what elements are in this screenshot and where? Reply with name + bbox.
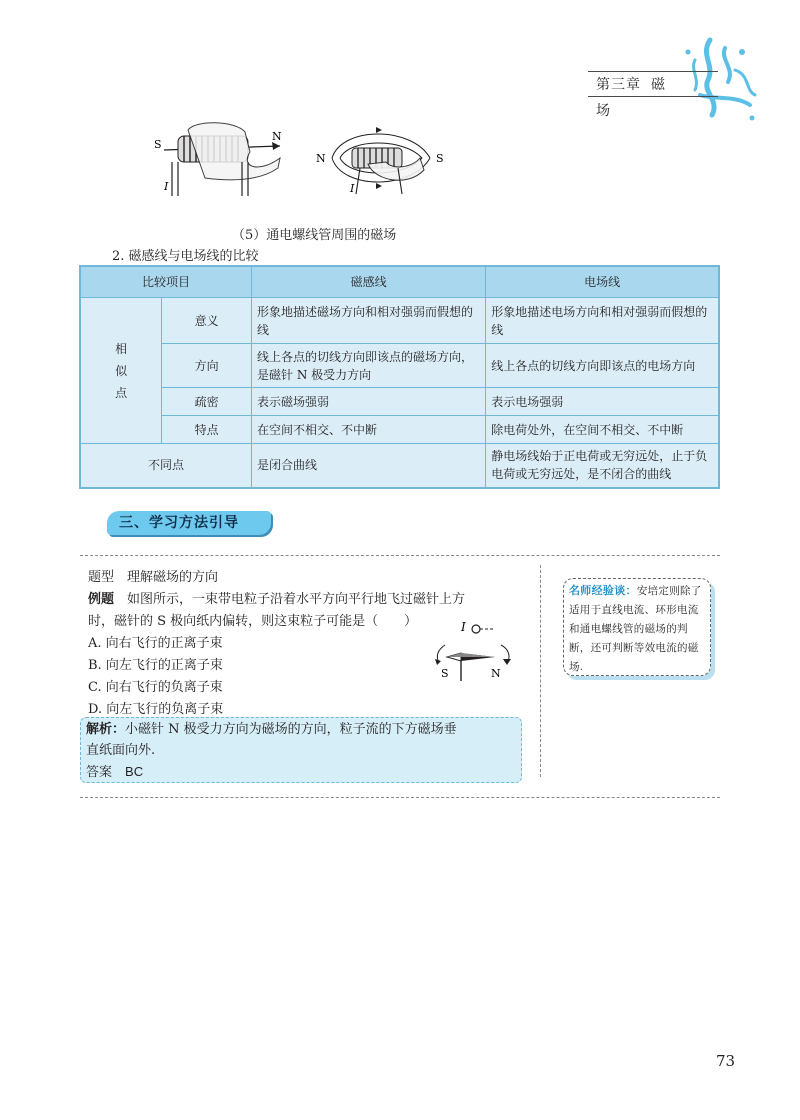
option-d: D. 向左飞行的负离子束 (88, 702, 224, 717)
table-row (80, 416, 719, 444)
row-electric: 除电荷处外，在空间不相交、不中断 (486, 416, 719, 444)
bottom-divider (80, 797, 720, 798)
column-divider (540, 565, 541, 777)
diagram-s-label: S (441, 667, 449, 680)
tip-text: 安培定则除了适用于直线电流、环形电流和通电螺线管的磁场的判断，还可判断等效电流的磁场. (569, 585, 702, 673)
analysis-text1: 小磁针 N 极受力方向为磁场的方向，粒子流的下方磁场垂 (125, 722, 457, 737)
answer-label: 答案 (86, 765, 113, 780)
option-a: A. 向右飞行的正离子束 (88, 636, 223, 651)
answer-value: BC (125, 764, 144, 779)
row-magnetic: 在空间不相交、不中断 (252, 416, 486, 444)
table-row (80, 298, 719, 344)
different-electric: 静电场线始于正电荷或无穷远处，止于负电荷或无穷远处，是不闭合的曲线 (486, 444, 719, 488)
example-line1 (88, 589, 465, 611)
chapter-header (588, 71, 718, 119)
analysis-line2: 直纸面向外. (86, 743, 156, 758)
header-item: 比较项目 (80, 266, 252, 298)
row-magnetic: 表示磁场强弱 (252, 388, 486, 416)
example-question-line2: 时，磁针的 S 极向纸内偏转，则这束粒子可能是（ ） (88, 614, 418, 629)
row-item: 特点 (162, 416, 252, 444)
solenoid-hand-figure (150, 118, 290, 198)
section3-title: 三、学习方法引导 (119, 515, 239, 531)
figure-caption: （5）通电螺线管周围的磁场 (232, 228, 397, 243)
solenoid-field-figure (312, 118, 452, 198)
row-item: 方向 (162, 344, 252, 388)
chapter-title: 磁 场 (596, 77, 693, 119)
option-b: B. 向左飞行的正离子束 (88, 658, 223, 673)
fig2-n-label: N (316, 152, 326, 165)
fig1-current-label: I (164, 180, 169, 193)
fig1-n-label: N (272, 130, 282, 143)
diagram-n-label: N (491, 667, 501, 680)
table-row (80, 388, 719, 416)
row-item: 疏密 (162, 388, 252, 416)
different-label: 不同点 (80, 444, 252, 488)
table-header-row (80, 266, 719, 298)
fig2-s-label: S (436, 152, 444, 165)
similar-label-text: 相似点 (115, 341, 128, 400)
header-magnetic: 磁感线 (252, 266, 486, 298)
row-magnetic: 形象地描述磁场方向和相对强弱而假想的线 (252, 298, 486, 344)
row-electric: 线上各点的切线方向即该点的电场方向 (486, 344, 719, 388)
row-magnetic: 线上各点的切线方向即该点的磁场方向，是磁针 N 极受力方向 (252, 344, 486, 388)
analysis-line1 (86, 719, 457, 741)
example-question-line1: 如图所示，一束带电粒子沿着水平方向平行地飞过磁针上方 (127, 592, 466, 607)
row-item: 意义 (162, 298, 252, 344)
page-number: 73 (716, 1052, 736, 1070)
tip-box (563, 578, 711, 676)
diagram-current-label: I (461, 620, 466, 634)
tip-lead: 名师经验谈： (569, 584, 637, 597)
table-row (80, 344, 719, 388)
different-magnetic: 是闭合曲线 (252, 444, 486, 488)
answer-line (86, 761, 143, 784)
example-lead: 例题 (88, 592, 115, 607)
example-topic: 题型 理解磁场的方向 (88, 570, 219, 585)
fig2-current-label: I (350, 182, 355, 195)
table-row (80, 444, 719, 488)
section2-title: 2. 磁感线与电场线的比较 (112, 249, 259, 264)
row-electric: 形象地描述电场方向和相对强弱而假想的线 (486, 298, 719, 344)
header-electric: 电场线 (486, 266, 719, 298)
comparison-table (79, 265, 720, 489)
section3-banner (107, 511, 271, 535)
analysis-lead: 解析： (86, 722, 126, 737)
chapter-number: 第三章 (596, 77, 641, 93)
compass-needle-diagram (425, 615, 525, 687)
option-c: C. 向右飞行的负离子束 (88, 680, 223, 695)
row-electric: 表示电场强弱 (486, 388, 719, 416)
top-divider (80, 555, 720, 556)
similar-label (80, 298, 162, 444)
fig1-s-label: S (154, 138, 162, 151)
